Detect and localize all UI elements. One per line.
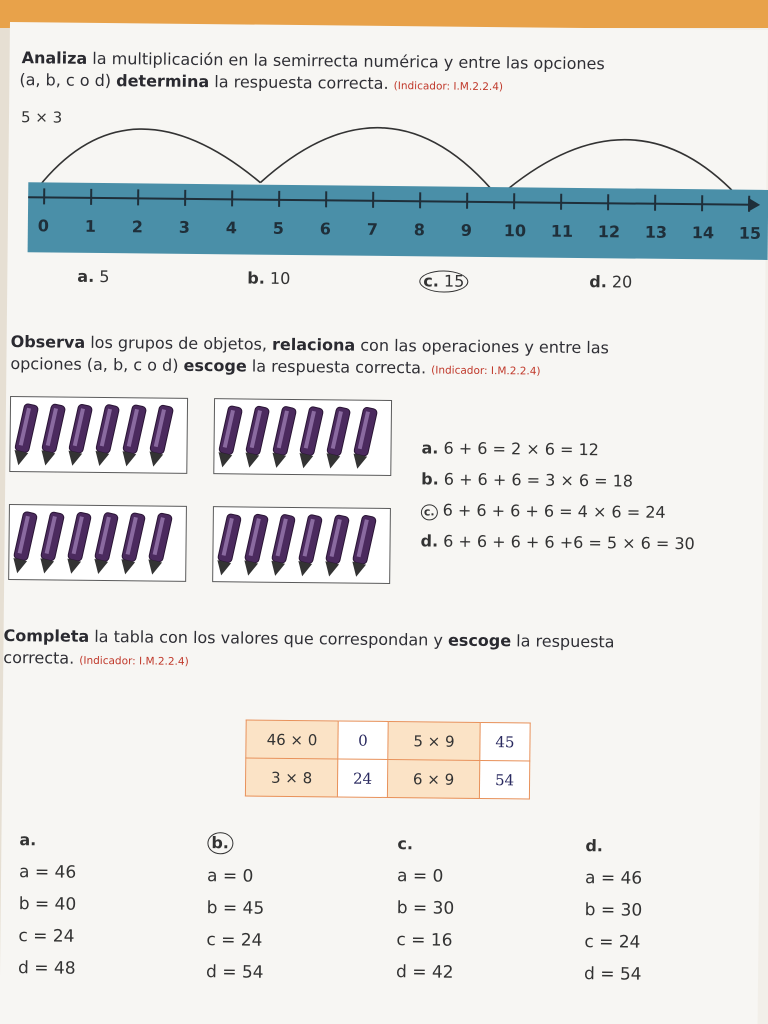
q1-title-line2: (a, b, c o d) determina la respuesta correcta. (Indicador: I.M.2.2.4) [19, 70, 504, 94]
q3-option-c[interactable] [396, 834, 455, 983]
number-line-label: 3 [178, 217, 191, 237]
q3-indicator: (Indicador: I.M.2.2.4) [79, 654, 189, 668]
option-value-line: c = 24 [206, 930, 263, 951]
pen-icon [119, 404, 146, 468]
number-line-tick [137, 189, 139, 205]
number-line-tick [325, 191, 327, 207]
number-line-tick [513, 193, 515, 209]
worksheet-page [0, 22, 768, 1024]
option-letter: b. [247, 268, 265, 288]
table-operation-cell: 3 × 8 [245, 758, 337, 797]
option-value: 15 [443, 271, 465, 291]
pen-icon [349, 515, 376, 579]
number-line-label: 15 [738, 223, 762, 243]
pen-icon [65, 404, 92, 468]
q2-title-line1: Observa los grupos de objetos, relaciona con las operaciones y entre las [10, 332, 610, 358]
table-operation-cell: 6 × 9 [387, 759, 479, 798]
number-line-label: 7 [366, 219, 379, 239]
pen-group-1 [9, 396, 188, 474]
q1-option-b[interactable] [247, 268, 290, 287]
answer-circle [419, 270, 468, 293]
option-value-line: a = 0 [206, 866, 254, 887]
table-row [246, 720, 530, 761]
q3-option-d[interactable] [584, 836, 643, 985]
pen-icon [269, 406, 296, 470]
option-value-line: d = 42 [395, 962, 454, 983]
pen-icon [118, 512, 145, 576]
q3-option-a[interactable] [18, 830, 77, 979]
pen-icon [350, 407, 377, 471]
pen-icon [322, 514, 349, 578]
pen-icon [92, 404, 119, 468]
pen-group-4 [212, 506, 391, 584]
table-answer-cell[interactable]: 0 [338, 721, 388, 760]
number-line-label: 4 [225, 218, 238, 238]
number-line-tick [43, 188, 45, 204]
option-letter: a. [421, 438, 439, 458]
option-value-line: a = 46 [18, 862, 77, 883]
q1-expression: 5 × 3 [20, 108, 63, 127]
q2-option-a[interactable] [421, 438, 599, 459]
q2-title-line2: opciones (a, b, c o d) escoge la respuesta correcta. (Indicador: I.M.2.2.4) [10, 354, 541, 378]
pen-icon [91, 512, 118, 576]
option-value-line: b = 30 [584, 900, 643, 921]
option-letter: b. [211, 833, 230, 853]
number-line-tick [654, 195, 656, 211]
pen-group-2 [213, 398, 392, 476]
number-line-label: 12 [597, 222, 621, 242]
number-line-label: 6 [319, 219, 332, 239]
pen-group-3 [8, 504, 187, 582]
answer-circle [421, 504, 438, 520]
pen-icon [37, 511, 64, 575]
answer-circle [207, 832, 233, 854]
option-value-line: d = 48 [17, 958, 76, 979]
number-line-tick [372, 192, 374, 208]
option-value: 10 [269, 268, 291, 288]
option-letter: c. [397, 834, 414, 854]
option-letter: b. [421, 469, 439, 489]
number-line-tick [701, 195, 703, 211]
pen-icon [296, 406, 323, 470]
q2-indicator: (Indicador: I.M.2.2.4) [431, 364, 541, 378]
number-line-label: 13 [644, 222, 668, 242]
pen-icon [268, 514, 295, 578]
option-letter: a. [77, 266, 95, 286]
pen-icon [10, 511, 37, 575]
q2-option-c[interactable] [421, 500, 666, 523]
option-text: 6 + 6 + 6 + 6 = 4 × 6 = 24 [442, 500, 666, 522]
pen-icon [11, 403, 38, 467]
option-value-line: c = 24 [584, 932, 641, 953]
number-line-label: 9 [460, 220, 473, 240]
number-line-label: 10 [503, 221, 527, 241]
number-line-tick [419, 192, 421, 208]
q1-option-a[interactable] [77, 267, 109, 286]
pen-icon [323, 406, 350, 470]
option-value-line: b = 30 [396, 898, 455, 919]
pen-icon [242, 406, 269, 470]
option-value-line: d = 54 [205, 962, 264, 983]
option-value-line: c = 16 [396, 930, 453, 951]
q1-option-c[interactable] [419, 270, 468, 293]
number-line-label: 2 [131, 217, 144, 237]
option-letter: d. [589, 272, 607, 292]
option-letter: d. [420, 531, 439, 551]
option-value-line: b = 45 [206, 898, 265, 919]
pen-icon [145, 513, 172, 577]
number-line-tick [184, 190, 186, 206]
number-line-label: 5 [272, 218, 285, 238]
pen-icon [214, 513, 241, 577]
pen-icon [64, 512, 91, 576]
number-line-label: 11 [550, 221, 574, 241]
number-line-tick [607, 194, 609, 210]
pen-icon [295, 514, 322, 578]
table-operation-cell: 46 × 0 [246, 720, 338, 759]
option-letter: a. [19, 830, 37, 850]
table-answer-cell[interactable]: 54 [479, 760, 529, 799]
option-value-line: c = 24 [18, 926, 75, 947]
option-value-line: d = 54 [583, 964, 642, 985]
q3-title-line2: correcta. (Indicador: I.M.2.2.4) [3, 647, 189, 668]
number-line-tick [560, 194, 562, 210]
table-row [245, 758, 529, 799]
pen-icon [38, 403, 65, 467]
number-line-tick [748, 196, 750, 212]
q1-indicator: (Indicador: I.M.2.2.4) [393, 80, 504, 94]
number-line-tick [278, 191, 280, 207]
option-letter: d. [585, 836, 604, 856]
option-text: 6 + 6 = 2 × 6 = 12 [443, 438, 600, 460]
option-text: 6 + 6 + 6 = 3 × 6 = 18 [443, 469, 634, 491]
number-line-label: 14 [691, 223, 715, 243]
number-line-tick [466, 193, 468, 209]
pen-icon [215, 405, 242, 469]
pen-icon [146, 405, 173, 469]
table-answer-cell[interactable]: 24 [337, 759, 387, 798]
q1-title-line1: Analiza la multiplicación en la semirrecta numérica y entre las opciones [21, 48, 605, 74]
option-letter: c. [423, 271, 439, 291]
table-operation-cell: 5 × 9 [388, 721, 480, 760]
table-answer-cell[interactable]: 45 [480, 722, 530, 761]
number-line-label: 0 [37, 216, 50, 236]
number-line [28, 182, 768, 260]
number-line-tick [90, 189, 92, 205]
option-value-line: b = 40 [18, 894, 77, 915]
q2-option-d[interactable] [420, 531, 694, 553]
option-value-line: a = 46 [584, 868, 643, 889]
q1-option-d[interactable] [589, 272, 632, 291]
q3-title-line1: Completa la tabla con los valores que correspondan y escoge la respuesta [3, 625, 615, 652]
number-line-tick [231, 190, 233, 206]
q3-option-b[interactable] [206, 832, 265, 983]
option-value: 5 [99, 266, 110, 287]
option-letter: c. [423, 505, 435, 519]
number-line-label: 8 [413, 220, 426, 240]
number-line-label: 1 [84, 216, 97, 236]
option-value: 20 [611, 272, 633, 292]
multiplication-table [245, 720, 531, 800]
pen-icon [241, 514, 268, 578]
q2-option-b[interactable] [421, 469, 633, 490]
option-value-line: a = 0 [396, 866, 444, 887]
option-text: 6 + 6 + 6 + 6 +6 = 5 × 6 = 30 [443, 531, 695, 554]
